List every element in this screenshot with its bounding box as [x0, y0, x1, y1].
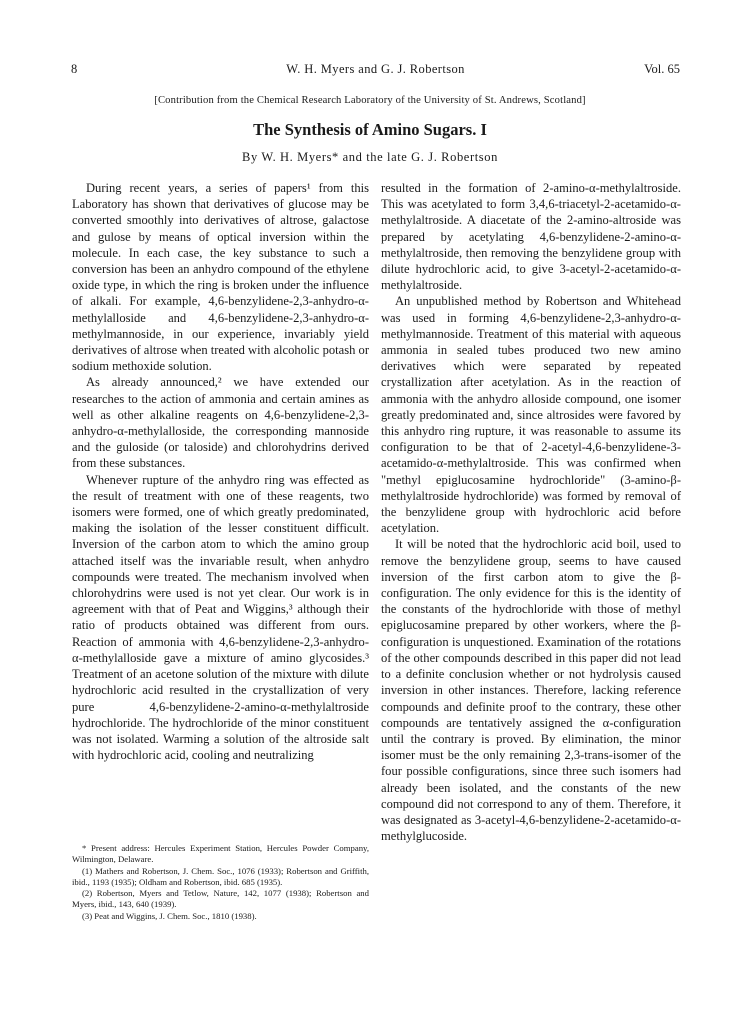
paragraph: During recent years, a series of papers¹ from this Laboratory has shown that derivatives of glucose may be converted smoothly into derivatives of altrose, galactose and gulose by means of optical inversion within the molecule. In each case, the key substance to such a conversion has been an anhydro compound of the ethylene oxide type, in which the ring is broken under the influence of alkali. For example, 4,6-benzylidene-2,3-anhydro-α-methylalloside and 4,6-benzylidene-2,3-anhydro-α-methylmannoside, in our experience, invariably yield derivatives of altrose when treated with alcoholic potash or sodium methoxide solution.	[72, 181, 369, 374]
footnote: (1) Mathers and Robertson, J. Chem. Soc., 1076 (1933); Robertson and Griffith, ibid., 1193 (1935); Oldham and Robertson, ibid. 685 (1935).	[72, 865, 369, 887]
running-authors: W. H. Myers and G. J. Robertson	[286, 62, 465, 76]
footnote: * Present address: Hercules Experiment Station, Hercules Powder Company, Wilmington, Delaware.	[72, 843, 369, 865]
volume-label: Vol. 65	[644, 62, 680, 76]
running-header	[71, 62, 680, 80]
page-number: 8	[71, 62, 78, 76]
paragraph: Whenever rupture of the anhydro ring was effected as the result of treatment with one of these reagents, two isomers were formed, one of which greatly predominated, making the isolation of the lesser constituent difficult. Inversion of the carbon atom to which the amino group attached itself was the invariable result, when anhydro compounds were treated. The mechanism involved when chlorohydrins were used is not yet clear. Our work is in agreement with that of Peat and Wiggins,³ although their ratio of products obtained was different from ours. Reaction of ammonia with 4,6-benzylidene-2,3-anhydro-α-methylalloside gave a mixture of amino glycosides.³ Treatment of an acetone solution of the mixture with dilute hydrochloric acid resulted in the crystallization of very pure 4,6-benzylidene-2-amino-α-methylaltroside hydrochloride. The hydrochloride of the minor constituent was not isolated. Warming a solution of the altroside salt with hydrochloric acid, cooling and neutralizing	[72, 472, 369, 763]
article-title: The Synthesis of Amino Sugars. I	[253, 120, 487, 139]
paragraph: resulted in the formation of 2-amino-α-methylaltroside. This was acetylated to form 3,4,6-triacetyl-2-acetamido-α-methylaltroside. A diacetate of the 2-amino-altroside was prepared by acetylating 4,6-benzylidene-2-amino-α-methylaltroside, then removing the benzylidene group with dilute hydrochloric acid, to give 3-acetyl-2-acetamido-α-methylaltroside.	[381, 181, 681, 293]
paragraph: An unpublished method by Robertson and Whitehead was used in forming 4,6-benzylidene-2,3-anhydro-α-methylmannoside. Treatment of this material with aqueous ammonia in sealed tubes produced two new amino derivatives which were separated by repeated crystallization after acetylation. As in the reaction of ammonia with the anhydro alloside compound, one isomer greatly predominated and, since altrosides were favored by this anhydro ring rupture, it was reasonable to assume its configuration to be that of 2-acetyl-4,6-benzylidene-3-acetamido-α-methylaltroside. This was confirmed when "methyl epiglucosamine hydrochloride" (3-amino-β-methylaltroside hydrochloride) was formed by removal of the benzylidene group with hydrochloric acid before acetylation.	[381, 294, 681, 536]
contribution-line: [Contribution from the Chemical Research Laboratory of the University of St. Andrews, Scotland]	[154, 95, 586, 106]
byline: By W. H. Myers* and the late G. J. Robertson	[242, 150, 498, 164]
paragraph: It will be noted that the hydrochloric acid boil, used to remove the benzylidene group, seems to have caused inversion of the first carbon atom to give the β-configuration. The only evidence for this is the identity of the constants of the hydrochloride with those of methyl epiglucosamine prepared by other workers, where the β-configuration is unquestioned. Examination of the rotations of the other compounds described in this paper did not lead to a definite conclusion whether or not hydrolysis caused inversion in other instances. Therefore, lacking reference compounds and definite proof to the contrary, these other compounds are tentatively assigned the α-configuration until the contrary is proved. By elimination, the minor isomer must be the only remaining 2,3-trans-isomer of the four possible configurations, since three such isomers had already been isolated, and the constants of the new compound did not correspond to any of them. Therefore, it was designated as 3-acetyl-4,6-benzylidene-2-acetamido-α-methylglucoside.	[381, 537, 681, 844]
footnotes	[72, 843, 369, 922]
footnote: (2) Robertson, Myers and Tetlow, Nature, 142, 1077 (1938); Robertson and Myers, ibid., 143, 640 (1939).	[72, 888, 369, 910]
footnote: (3) Peat and Wiggins, J. Chem. Soc., 1810 (1938).	[82, 910, 257, 921]
left-column	[72, 180, 369, 763]
right-column	[381, 180, 681, 844]
paragraph: As already announced,² we have extended our researches to the action of ammonia and certain amines as well as other alkaline reagents on 4,6-benzylidene-2,3-anhydro-α-methylalloside, the corresponding mannoside and the guloside (or taloside) and chlorohydrins derived from these substances.	[72, 375, 369, 471]
